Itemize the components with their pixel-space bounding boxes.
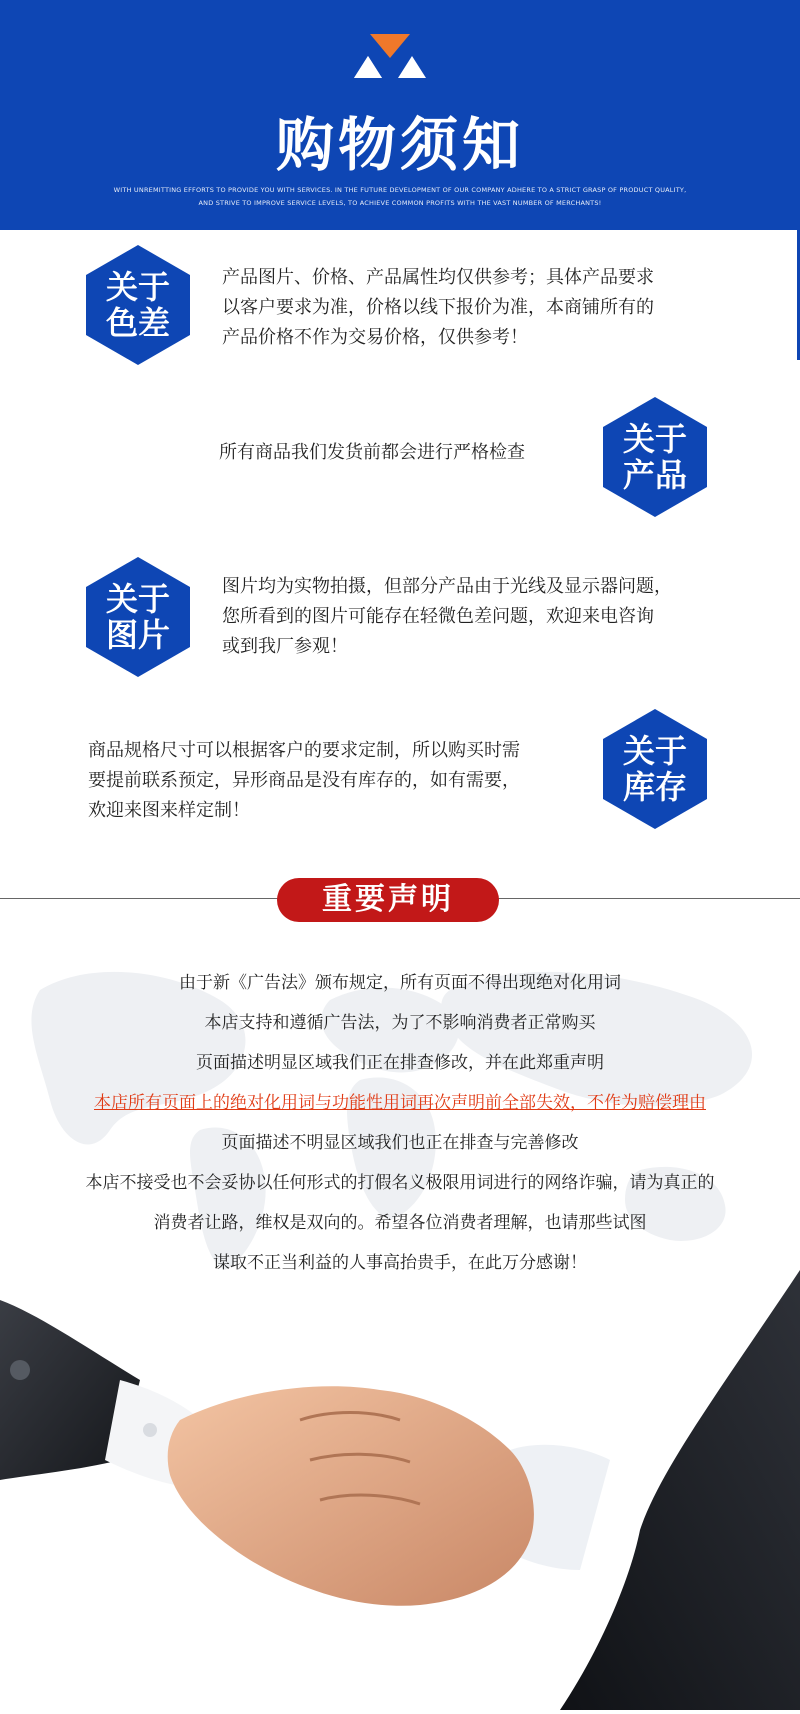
declaration-line: 谋取不正当利益的人事高抬贵手，在此万分感谢！ (213, 1253, 587, 1273)
declaration-line: 页面描述明显区域我们正在排查修改，并在此郑重声明 (196, 1053, 604, 1073)
declaration-line: 消费者让路，维权是双向的。希望各位消费者理解，也请那些试图 (153, 1213, 647, 1233)
declaration-line: 由于新《广告法》颁布规定，所有页面不得出现绝对化用词 (179, 973, 621, 993)
hexagon-badge-pictures (86, 557, 190, 677)
badge-line2: 图片 (105, 616, 170, 654)
badge-line2: 产品 (622, 456, 687, 494)
badge-line2: 色差 (105, 304, 170, 342)
text-line: 产品价格不作为交易价格，仅供参考！ (222, 327, 528, 348)
declaration-line-highlight: 本店所有页面上的绝对化用词与功能性用词再次声明前全部失效，不作为赔偿理由 (94, 1093, 706, 1113)
section-text-color-difference (222, 263, 654, 353)
page-title: 购物须知 (275, 111, 524, 179)
text-line: 欢迎来图来样定制！ (88, 800, 250, 821)
declaration-line: 页面描述不明显区域我们也正在排查与完善修改 (221, 1133, 579, 1153)
handshake-image-icon (0, 1270, 800, 1714)
section-text-inventory (88, 736, 520, 826)
text-line: 产品图片、价格、产品属性均仅供参考；具体产品要求 (222, 267, 654, 288)
page-subtitle: WITH UNREMITTING EFFORTS TO PROVIDE YOU WITH SERVICES. IN THE FUTURE DEVELOPMENT OF OUR COMPANY ADHERE TO A STRICT GRASP OF PRODUCT QUALITY, AND STRIVE TO IMPROVE SERVICE LEVELS, TO ACHIEVE COMMON PROFITS WITH THE VAST NUMBER OF MERCHANTS! (113, 186, 687, 207)
badge-line1: 关于 (622, 732, 687, 770)
text-line: 图片均为实物拍摄，但部分产品由于光线及显示器问题， (222, 576, 672, 597)
logo-triangles-icon (348, 34, 432, 80)
declaration-line: 本店支持和遵循广告法，为了不影响消费者正常购买 (204, 1013, 596, 1033)
text-line: 或到我厂参观！ (222, 636, 348, 657)
header-banner (0, 0, 800, 230)
declaration-title: 重要声明 (277, 878, 499, 922)
badge-line1: 关于 (622, 420, 687, 458)
section-text-product (219, 438, 525, 468)
text-line: 所有商品我们发货前都会进行严格检查 (219, 442, 525, 463)
hexagon-badge-product (603, 397, 707, 517)
section-text-pictures (222, 572, 672, 662)
text-line: 以客户要求为准，价格以线下报价为准，本商铺所有的 (222, 297, 654, 318)
hexagon-badge-inventory (603, 709, 707, 829)
text-line: 您所看到的图片可能存在轻微色差问题，欢迎来电咨询 (222, 606, 654, 627)
badge-line1: 关于 (105, 268, 170, 306)
text-line: 要提前联系预定，异形商品是没有库存的，如有需要， (88, 770, 520, 791)
text-line: 商品规格尺寸可以根据客户的要求定制，所以购买时需 (88, 740, 520, 761)
hexagon-badge-color-difference (86, 245, 190, 365)
badge-line2: 库存 (622, 768, 687, 806)
declaration-line: 本店不接受也不会妥协以任何形式的打假名义极限用词进行的网络诈骗，请为真正的 (85, 1173, 715, 1193)
badge-line1: 关于 (105, 580, 170, 618)
